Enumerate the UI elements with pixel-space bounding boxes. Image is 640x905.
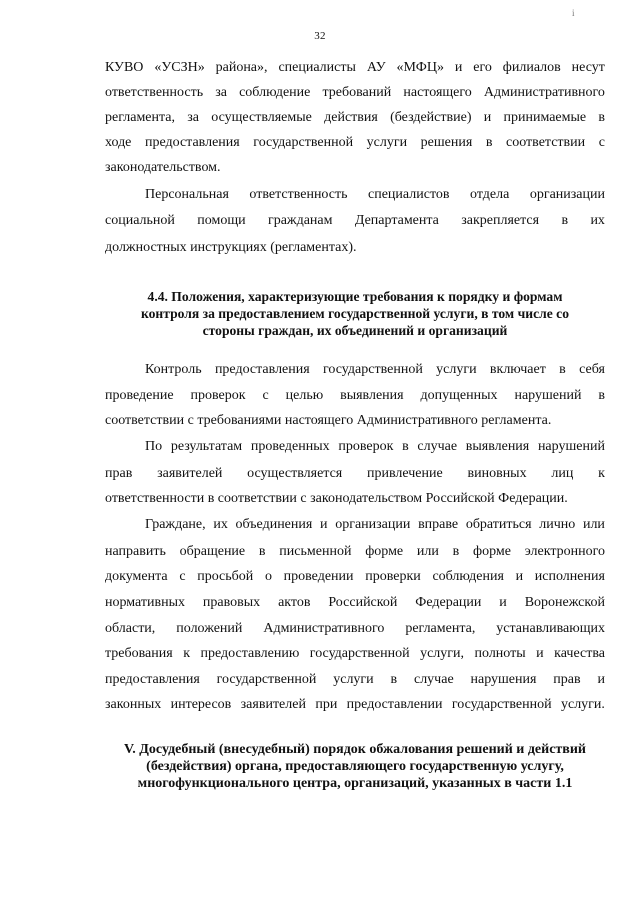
paragraph-line — [105, 84, 605, 102]
paragraph-line — [145, 361, 605, 379]
word: проверки — [365, 569, 421, 584]
word: отдела — [470, 187, 510, 202]
word: Департамента — [354, 213, 439, 228]
word: и — [515, 569, 524, 584]
word: просьбой — [197, 569, 254, 584]
word: нарушений — [514, 388, 582, 403]
word: действия — [324, 110, 378, 125]
word: лично — [539, 517, 576, 532]
paragraph-line — [105, 620, 605, 638]
word: с — [262, 388, 269, 403]
paragraph-line: ответственности в соответствии с законодательством Российской Федерации. — [105, 491, 568, 506]
word: к — [183, 646, 191, 661]
word: КУВО — [105, 60, 144, 75]
word: осуществляется — [247, 466, 343, 481]
word: ответственность — [249, 187, 348, 202]
paragraph-line: законодательством. — [105, 160, 221, 175]
word: соблюдение — [239, 85, 311, 100]
paragraph-line — [105, 696, 605, 714]
word: к — [598, 466, 605, 481]
word: соблюдения — [432, 569, 504, 584]
word: предоставления — [214, 362, 310, 377]
word: и — [597, 672, 605, 687]
word: нарушения — [470, 672, 537, 687]
word: его — [473, 60, 492, 75]
word: государственной — [253, 135, 354, 150]
paragraph-line — [105, 212, 605, 230]
word: заявителей — [240, 697, 306, 712]
word: и — [454, 60, 463, 75]
word: вправе — [418, 517, 459, 532]
word: «МФЦ» — [396, 60, 444, 75]
word: в — [402, 439, 409, 454]
word: предоставления — [144, 135, 240, 150]
paragraph-line — [105, 109, 605, 127]
section-heading-v: V. Досудебный (внесудебный) порядок обжалования решений и действий — [123, 742, 586, 757]
paragraph-line — [105, 543, 605, 561]
word: документа — [105, 569, 168, 584]
word: Воронежской — [524, 595, 605, 610]
word: в — [452, 544, 460, 559]
word: правовых — [202, 595, 261, 610]
word: предоставления — [105, 672, 200, 687]
paragraph-line — [145, 186, 605, 204]
word: при — [315, 697, 338, 712]
word: помощи — [197, 213, 246, 228]
word: проведение — [105, 388, 174, 403]
word: лиц — [551, 466, 574, 481]
word: и — [499, 595, 507, 610]
word: АУ — [366, 60, 386, 75]
word: актов — [278, 595, 311, 610]
word: государственной — [323, 362, 423, 377]
word: случае — [417, 439, 458, 454]
word: законных — [105, 697, 162, 712]
word: услуги. — [560, 697, 605, 712]
word: виновных — [467, 466, 527, 481]
word: за — [215, 85, 227, 100]
word: предоставлении — [346, 697, 443, 712]
word: организации — [335, 517, 411, 532]
paragraph-line — [105, 387, 605, 405]
word: Административного — [483, 85, 605, 100]
paragraph-line — [105, 59, 605, 77]
word: в — [598, 110, 605, 125]
word: услуги — [366, 135, 408, 150]
word: случае — [413, 672, 454, 687]
word: регламента, — [405, 621, 476, 636]
word: соответствии — [506, 135, 586, 150]
word: решения — [420, 135, 473, 150]
paragraph-line — [105, 645, 605, 663]
word: организации — [529, 187, 605, 202]
word: и — [320, 517, 328, 532]
paragraph-line — [105, 671, 605, 689]
word: в — [561, 213, 569, 228]
word: ответственность — [105, 85, 204, 100]
word: их — [590, 213, 605, 228]
word: в — [485, 135, 493, 150]
word: проверок — [338, 439, 394, 454]
word: принимаемые — [503, 110, 587, 125]
word: обращение — [179, 544, 246, 559]
word: проведении — [283, 569, 354, 584]
word: государственной — [451, 697, 552, 712]
section-heading-4-4: стороны граждан, их объединений и организаций — [202, 323, 508, 338]
word: интересов — [170, 697, 232, 712]
word: требования — [105, 646, 173, 661]
word: услуги, — [420, 646, 465, 661]
word: Российской — [328, 595, 398, 610]
word: допущенных — [420, 388, 498, 403]
word: с — [598, 135, 605, 150]
paragraph-line — [105, 134, 605, 152]
word: ходе — [105, 135, 132, 150]
word: филиалов — [502, 60, 561, 75]
word: привлечение — [367, 466, 443, 481]
word: специалисты — [278, 60, 356, 75]
word: направить — [105, 544, 166, 559]
word: выявления — [465, 439, 530, 454]
word: обратиться — [465, 517, 532, 532]
word: несут — [571, 60, 605, 75]
word: Персональная — [145, 187, 229, 202]
word: закрепляется — [461, 213, 540, 228]
word: осуществляемые — [211, 110, 312, 125]
word: Административного — [263, 621, 385, 636]
word: гражданам — [267, 213, 333, 228]
word: «УСЗН» — [154, 60, 205, 75]
section-heading-4-4: 4.4. Положения, характеризующие требования к порядку и формам — [147, 289, 563, 304]
word: Граждане, — [145, 517, 206, 532]
word: заявителей — [157, 466, 223, 481]
word: (бездействие) — [390, 110, 472, 125]
section-heading-v: (бездействия) органа, предоставляющего государственную услугу, — [146, 759, 564, 774]
word: качества — [554, 646, 605, 661]
word: объединения — [235, 517, 313, 532]
word: предоставлению — [200, 646, 300, 661]
word: или — [416, 544, 439, 559]
word: себя — [579, 362, 605, 377]
word: нормативных — [105, 595, 186, 610]
word: положений — [176, 621, 243, 636]
word: электронного — [524, 544, 605, 559]
word: в — [559, 362, 566, 377]
word: результатам — [170, 439, 243, 454]
word: о — [264, 569, 272, 584]
corner-mark: i — [572, 8, 575, 18]
word: в — [258, 544, 266, 559]
paragraph-line — [145, 516, 605, 534]
word: и — [536, 646, 544, 661]
paragraph-line: соответствии с требованиями настоящего Административного регламента. — [105, 413, 552, 428]
section-heading-4-4: контроля за предоставлением государственной услуги, в том числе со — [140, 306, 570, 321]
word: прав — [553, 672, 581, 687]
word: области, — [105, 621, 156, 636]
word: услуги — [333, 672, 374, 687]
word: услуги — [436, 362, 477, 377]
word: форме — [473, 544, 511, 559]
word: специалистов — [368, 187, 450, 202]
word: полноты — [474, 646, 526, 661]
word: прав — [105, 466, 133, 481]
word: государственной — [309, 646, 410, 661]
word: настоящего — [403, 85, 472, 100]
word: нарушений — [537, 439, 605, 454]
word: района», — [215, 60, 268, 75]
word: государственной — [216, 672, 317, 687]
word: и — [483, 110, 492, 125]
word: включает — [489, 362, 546, 377]
paragraph-line — [145, 438, 605, 456]
word: форме — [365, 544, 404, 559]
word: их — [213, 517, 228, 532]
page-number: 32 — [314, 30, 326, 42]
word: устанавливающих — [496, 621, 605, 636]
word: целью — [285, 388, 324, 403]
word: с — [179, 569, 186, 584]
paragraph-line — [105, 568, 605, 586]
word: проведенных — [250, 439, 330, 454]
word: выявления — [340, 388, 404, 403]
word: Федерации — [415, 595, 482, 610]
word: в — [598, 388, 605, 403]
word: Контроль — [145, 362, 202, 377]
word: требований — [322, 85, 392, 100]
word: регламента, — [105, 110, 176, 125]
paragraph-line — [105, 465, 605, 483]
word: в — [390, 672, 398, 687]
word: письменной — [279, 544, 352, 559]
section-heading-v: многофункционального центра, организаций, указанных в части 1.1 — [137, 776, 573, 791]
paragraph-line — [105, 594, 605, 612]
word: По — [145, 439, 163, 454]
paragraph-line: должностных инструкциях (регламентах). — [105, 240, 357, 255]
word: или — [582, 517, 605, 532]
word: социальной — [105, 213, 175, 228]
word: исполнения — [534, 569, 605, 584]
word: проверок — [190, 388, 246, 403]
word: за — [187, 110, 200, 125]
